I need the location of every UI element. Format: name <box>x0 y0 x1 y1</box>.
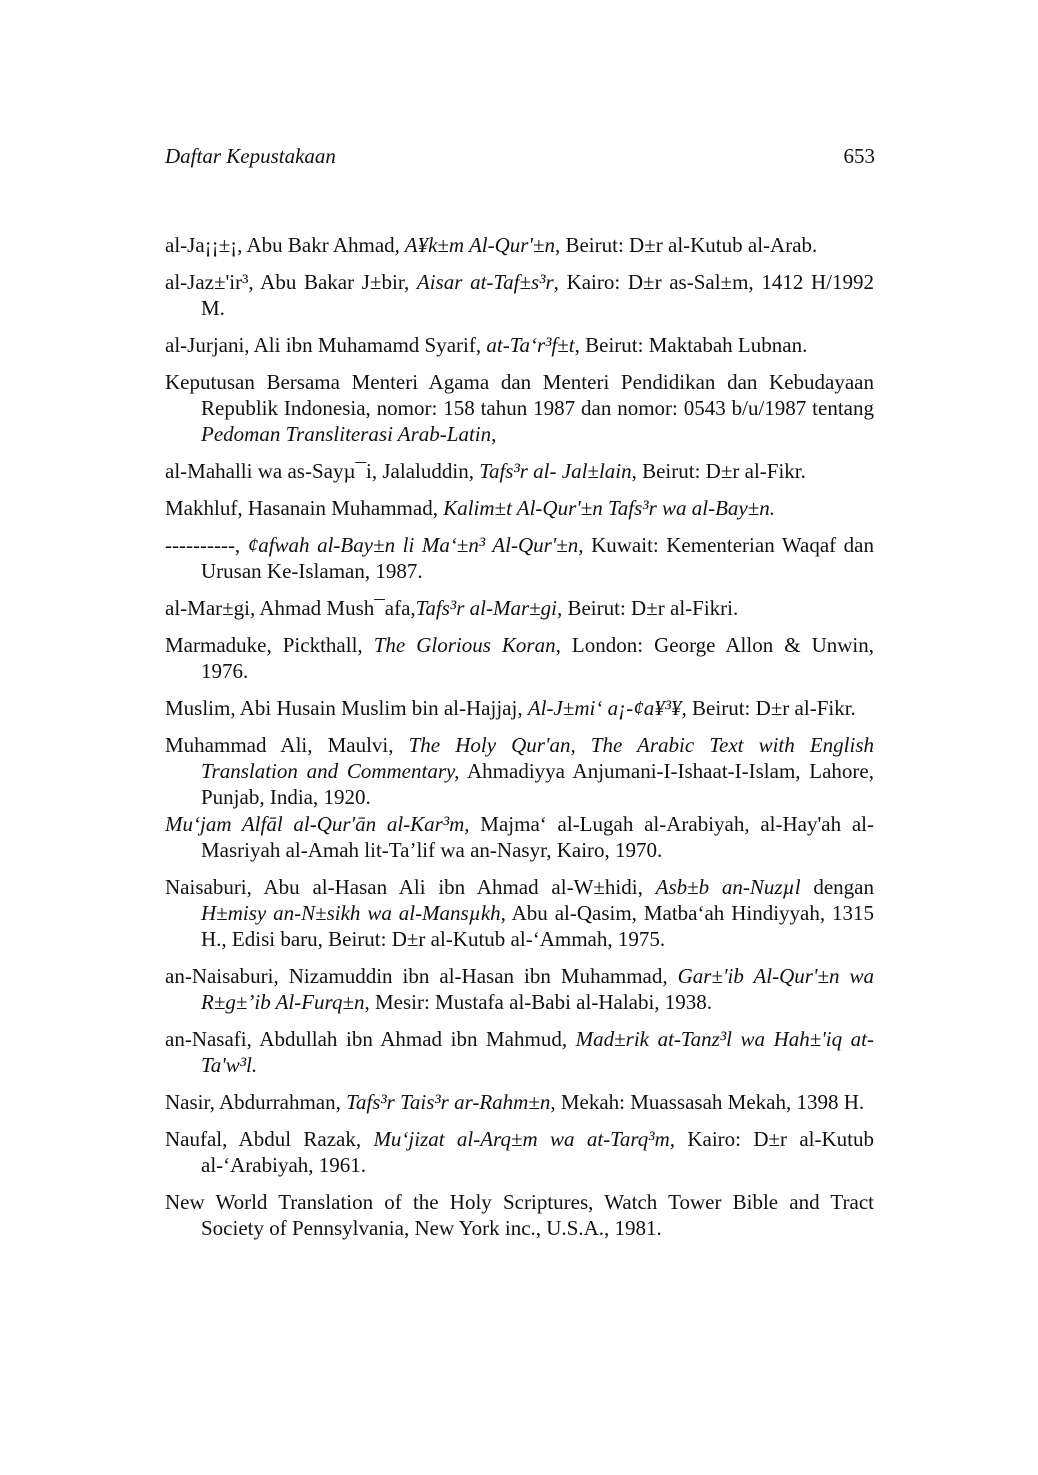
bibliography-entry <box>165 532 874 584</box>
entry-text: Naufal, Abdul Razak, <box>165 1127 374 1151</box>
entry-title-text: at-Ta‘r³f±t <box>486 333 575 357</box>
bibliography-entry <box>165 495 874 521</box>
entry-text: Makhluf, Hasanain Muhammad, <box>165 496 444 520</box>
entry-title-text: Pedoman Transliterasi Arab-Latin <box>201 422 492 446</box>
entry-title-text: Asb±b an-Nuzµl <box>655 875 801 899</box>
bibliography-entry <box>165 874 874 952</box>
entry-text: Beirut: D±r al-Kutub al-Arab. <box>560 233 818 257</box>
bibliography-entry <box>165 232 874 258</box>
bibliography-entry <box>165 269 874 321</box>
entry-text: al-Ja¡¡±¡, Abu Bakr Ahmad <box>165 233 395 257</box>
entry-text: , Mekah: Muassasah Mekah, 1398 H. <box>550 1090 865 1114</box>
entry-title-text: Gar±'ib Al-Qur'±n wa R±g±’ib Al-Furq±n <box>201 964 874 1014</box>
bibliography-entry <box>165 695 874 721</box>
entry-text: Kairo: D±r al-Kutub al-‘Arabiyah, 1961. <box>201 1127 875 1177</box>
entry-title-text: Al-J±mi‘ a¡-¢a¥³¥, <box>527 696 687 720</box>
entry-text: Beirut: D±r al-Fikr. <box>686 696 856 720</box>
bibliography-entry <box>165 963 874 1015</box>
entry-text: Muhammad Ali, Maulvi, <box>165 733 409 757</box>
page-number: 653 <box>843 144 875 168</box>
bibliography-entry <box>165 1126 874 1178</box>
entry-text: , London: George Allon & Unwin, 1976. <box>201 633 875 683</box>
entry-title-text: Tafs³r al-Mar±gi <box>415 596 557 620</box>
entry-text: , Beirut: D±r al-Fikr. <box>631 459 806 483</box>
entry-title-text: Mu‘jam Alfāl al-Qur'ān al-Kar³m, <box>165 812 470 836</box>
entry-text: Kuwait: Kementerian Waqaf dan Urusan Ke-Islaman, 1987. <box>201 533 874 583</box>
entry-title-text: Tafs³r al- Jal±lain <box>479 459 632 483</box>
running-header <box>165 144 875 174</box>
bibliography-entry <box>165 1026 874 1078</box>
entry-title-text: H±misy an-N±sikh wa al-Mansµkh <box>201 901 501 925</box>
bibliography-entry <box>165 732 874 810</box>
entry-text: Muslim, Abi Husain Muslim bin al-Hajjaj, <box>165 696 528 720</box>
entry-text: Naisaburi, Abu al-Hasan Ali ibn Ahmad al-W±hidi, <box>165 875 656 899</box>
entry-text: , Kairo: D±r as-Sal±m, 1412 H/1992 M. <box>201 270 874 320</box>
entry-text: Ahmadiyya Anjumani-I-Ishaat-I-Islam, Lahore, Punjab, India, 1920. <box>201 759 874 809</box>
bibliography-entry <box>165 458 874 484</box>
entry-title-text: Tafs³r Tais³r ar-Rahm±n <box>346 1090 551 1114</box>
entry-title-text: , Mad±rik at-Tanz³l wa Hah±'iq at-Ta'w³l. <box>201 1027 874 1077</box>
bibliography-entry <box>165 332 874 358</box>
running-title: Daftar Kepustakaan <box>165 144 336 168</box>
bibliography-list <box>165 232 874 1252</box>
bibliography-entry <box>165 1089 874 1115</box>
entry-text: Majma‘ al-Lugah al-Arabiyah, al-Hay'ah al-Masriyah al-Amah lit-Ta’lif wa an-Nasyr, Kairo, 1970. <box>201 812 874 862</box>
entry-title-text: , A¥k±m Al-Qur'±n, <box>394 233 561 257</box>
entry-title-text: Aisar at-Taf±s³r <box>416 270 554 294</box>
bibliography-entry <box>165 811 874 863</box>
entry-text: Keputusan Bersama Menteri Agama dan Menteri Pendidikan dan Kebudayaan Republik Indonesia, nomor: 158 tahun 1987 dan nomor: 0543 b/u/1987 tentang <box>165 370 874 420</box>
entry-text: , Beirut: D±r al-Fikri. <box>556 596 739 620</box>
entry-text: al-Mar±gi, Ahmad Mush¯afa, <box>165 596 416 620</box>
entry-text: Marmaduke, Pickthall, <box>165 633 374 657</box>
entry-text: Nasir, Abdurrahman, <box>165 1090 347 1114</box>
entry-text: an-Naisaburi, Nizamuddin ibn al-Hasan ibn Muhammad, <box>165 964 678 988</box>
entry-text: al-Mahalli wa as-Sayµ¯i, Jalaluddin, <box>165 459 480 483</box>
entry-text: dengan <box>800 875 874 899</box>
entry-title-text: ¢afwah al-Bay±n li Ma‘±n³ Al-Qur'±n, <box>247 533 584 557</box>
entry-title-text: The Glorious Koran <box>373 633 556 657</box>
entry-text: New World Translation of the Holy Scriptures, Watch Tower Bible and Tract Society of Pennsylvania, New York inc., U.S.A., 1981. <box>165 1190 874 1240</box>
entry-text: , Beirut: Maktabah Lubnan. <box>574 333 808 357</box>
bibliography-entry <box>165 595 874 621</box>
entry-text: al-Jurjani, Ali ibn Muhamamd Syarif, <box>165 333 487 357</box>
bibliography-entry <box>165 1189 874 1241</box>
entry-text: an-Nasafi, Abdullah ibn Ahmad ibn Mahmud <box>165 1027 562 1051</box>
entry-text: ----------, <box>165 533 248 557</box>
entry-title-text: Mu‘jizat al-Arq±m wa at-Tarq³m, <box>373 1127 676 1151</box>
entry-text: , Abu al-Qasim, Matba‘ah Hindiyyah, 1315 H., Edisi baru, Beirut: D±r al-Kutub al-‘Ammah, 1975. <box>201 901 874 951</box>
entry-text: al-Jaz±'ir³, Abu Bakar J±bir, <box>165 270 417 294</box>
bibliography-entry <box>165 632 874 684</box>
entry-title-text: Kalim±t Al-Qur'±n Tafs³r wa al-Bay±n. <box>443 496 776 520</box>
entry-title-text: The Holy Qur'an, The Arabic Text with English Translation and Commentary, <box>201 733 875 783</box>
entry-text: , <box>491 422 497 446</box>
entry-text: , Mesir: Mustafa al-Babi al-Halabi, 1938. <box>364 990 713 1014</box>
bibliography-entry <box>165 369 874 447</box>
